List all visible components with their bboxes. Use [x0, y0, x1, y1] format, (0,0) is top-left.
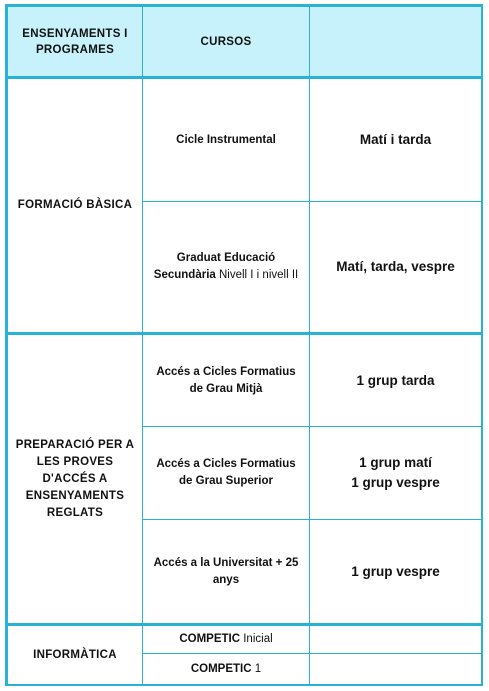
course-name: COMPETIC	[179, 633, 241, 645]
header-schedule	[310, 7, 482, 78]
table-row	[8, 78, 482, 202]
schedule-cell: Matí i tarda	[310, 78, 482, 202]
header-row	[8, 7, 482, 78]
table-row	[8, 334, 482, 427]
schedule-cell	[310, 625, 482, 654]
course-name: Accés a la Universitat + 25 anys	[153, 556, 299, 586]
course-detail: Nivell I i nivell II	[215, 269, 299, 281]
course-name: Accés a Cicles Formatius de Grau Superior	[156, 458, 296, 487]
schedule-line: 1 grup matí	[359, 455, 432, 470]
category-formacio-basica: FORMACIÓ BÀSICA	[8, 78, 143, 334]
course-name: Accés a Cicles Formatius de Grau Mitjà	[156, 365, 296, 395]
category-preparacio: PREPARACIÓ PER A LES PROVES D'ACCÉS A ENSENYAMENTS REGLATS	[8, 334, 143, 625]
courses-table	[7, 6, 482, 685]
course-cell	[143, 520, 310, 625]
course-cell	[143, 334, 310, 427]
schedule-cell: 1 grup vespre	[310, 520, 482, 625]
schedule-cell	[310, 427, 482, 520]
schedule-line: 1 grup vespre	[351, 475, 440, 490]
course-detail: 1	[251, 662, 262, 675]
header-programs: ENSENYAMENTS I PROGRAMES	[8, 7, 143, 78]
course-cell	[143, 78, 310, 202]
schedule-cell	[310, 654, 482, 685]
category-informatica: INFORMÀTICA	[8, 625, 143, 685]
header-courses: CURSOS	[143, 7, 310, 78]
course-name: Graduat Educació Secundària	[153, 252, 276, 281]
course-cell	[143, 427, 310, 520]
course-name: COMPETIC	[190, 662, 252, 675]
course-name: Cicle Instrumental	[176, 133, 276, 146]
table-row	[8, 625, 482, 654]
course-cell	[143, 654, 310, 685]
course-cell	[143, 202, 310, 334]
course-detail: Inicial	[240, 633, 273, 645]
schedule-cell: 1 grup tarda	[310, 334, 482, 427]
schedule-cell: Matí, tarda, vespre	[310, 202, 482, 334]
course-cell	[143, 625, 310, 654]
